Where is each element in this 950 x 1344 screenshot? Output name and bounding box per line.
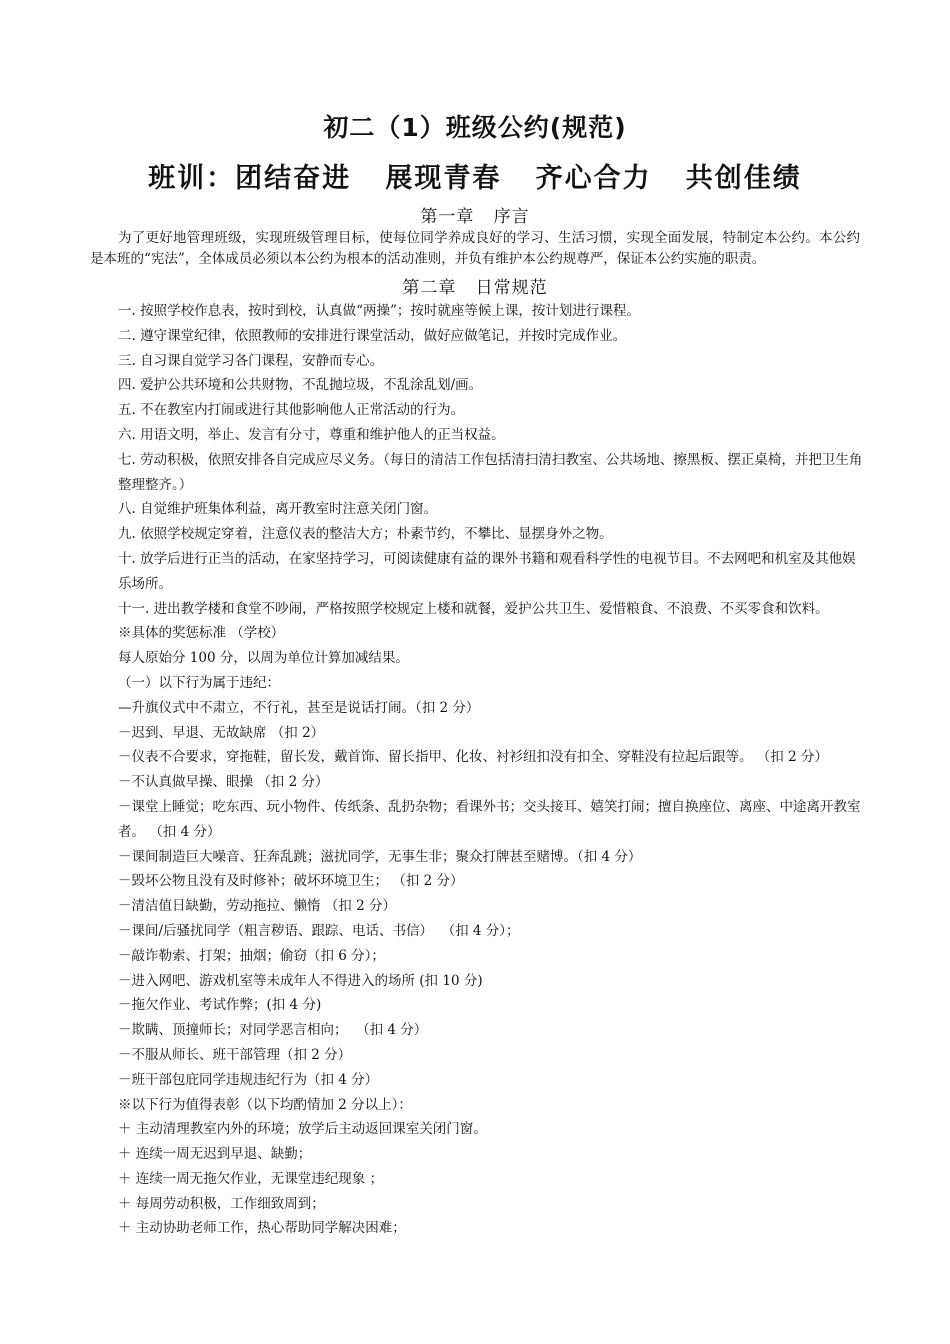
rule-line: －仪表不合要求，穿拖鞋，留长发，戴首饰、留长指甲、化妆、衬衫纽扣没有扣全、穿鞋没有拉起后跟等。 （扣 2 分） [118, 749, 828, 766]
rule-line: （一）以下行为属于违纪： [118, 674, 280, 691]
rule-line: ＋ 每周劳动积极，工作细致周到； [118, 1195, 325, 1212]
rule-line: 八. 自觉维护班集体利益，离开教室时注意关闭门窗。 [118, 501, 438, 518]
rule-line: 二. 遵守课堂纪律，依照教师的安排进行课堂活动，做好应做笔记，并按时完成作业。 [118, 327, 627, 344]
chapter-2-heading: 第二章 日常规范 [402, 278, 548, 298]
rule-line: －不认真做早操、眼操 （扣 2 分） [118, 774, 329, 791]
rule-line: －进入网吧、游戏机室等未成年人不得进入的场所 (扣 10 分) [118, 972, 483, 989]
document-title: 初二（1）班级公约(规范) [323, 113, 627, 142]
rule-line: 每人原始分 100 分，以周为单位计算加减结果。 [118, 650, 409, 667]
rule-line: ＋ 连续一周无拖欠作业，无课堂违纪现象 ； [118, 1170, 384, 1187]
rule-line: －毁坏公物且没有及时修补；破坏环境卫生； （扣 2 分） [118, 873, 464, 890]
rule-line: 九. 依照学校规定穿着，注意仪表的整洁大方；朴素节约，不攀比、显摆身外之物。 [118, 526, 613, 543]
rule-line: 六. 用语文明，举止、发言有分寸，尊重和维护他人的正当权益。 [118, 426, 505, 443]
rule-line: ＋ 主动清理教室内外的环境；放学后主动返回课室关闭门窗。 [118, 1121, 487, 1138]
rule-line: －拖欠作业、考试作弊；(扣 4 分) [118, 997, 322, 1014]
chapter-1-preface: 为了更好地管理班级，实现班级管理目标，使每位同学养成良好的学习、生活习惯，实现全面发展，特制定本公约。本公约是本班的“宪法”，全体成员必须以本公约为根本的活动准则，并负有维护本公约规尊严，保证本公约实施的职责。 [90, 230, 860, 267]
rule-line: —升旗仪式中不肃立，不行礼，甚至是说话打闹。（扣 2 分） [118, 699, 480, 716]
rule-line: －欺瞒、顶撞师长；对同学恶言相向； （扣 4 分） [118, 1022, 428, 1039]
rule-line: －清洁值日缺勤，劳动拖拉、懒惰 （扣 2 分） [118, 898, 396, 915]
rule-line: －课间制造巨大噪音、狂奔乱跳；滋扰同学，无事生非；聚众打牌甚至赌博。（扣 4 分） [118, 848, 642, 865]
rule-line: ※以下行为值得表彰（以下均酌情加 2 分以上）： [118, 1096, 412, 1113]
rule-line: 十. 放学后进行正当的活动，在家坚持学习，可阅读健康有益的课外书籍和观看科学性的电视节目。不去网吧和机室及其他娱乐场所。 [118, 550, 856, 592]
rule-line: ※具体的奖惩标准 （学校） [118, 625, 285, 642]
chapter-1-heading: 第一章 序言 [420, 207, 530, 227]
rule-line: －不服从师长、班干部管理（扣 2 分） [118, 1046, 352, 1063]
rule-line: ＋ 连续一周无迟到早退、缺勤； [118, 1146, 312, 1163]
rule-line: 七. 劳动积极，依照安排各自完成应尽义务。（每日的清洁工作包括清扫清扫教室、公共场地、擦黑板、摆正桌椅，并把卫生角整理整齐。） [118, 451, 863, 493]
rule-line: 三. 自习课自觉学习各门课程，安静而专心。 [118, 352, 384, 369]
rule-line: －课堂上睡觉；吃东西、玩小物件、传纸条、乱扔杂物；看课外书；交头接耳、嬉笑打闹；擅自换座位、离座、中途离开教室者。 （扣 4 分） [118, 798, 861, 840]
rules-list [118, 299, 863, 1241]
rule-line: －敲诈勒索、打架；抽烟；偷窃（扣 6 分）； [118, 947, 385, 964]
rule-line: ＋ 主动协助老师工作，热心帮助同学解决困难； [118, 1220, 406, 1237]
rule-line: 十一. 进出教学楼和食堂不吵闹，严格按照学校规定上楼和就餐，爱护公共卫生、爱惜粮食、不浪费、不买零食和饮料。 [118, 600, 829, 617]
rule-line: －迟到、早退、无故缺席 （扣 2） [118, 724, 325, 741]
rule-line: －班干部包庇同学违规违纪行为（扣 4 分） [118, 1071, 379, 1088]
rule-line: 一. 按照学校作息表，按时到校，认真做“两操”；按时就座等候上课，按计划进行课程。 [118, 303, 640, 319]
rule-line: －课间/后骚扰同学（粗言秽语、跟踪、电话、书信） （扣 4 分）； [118, 922, 520, 939]
rule-line: 五. 不在教室内打闹或进行其他影响他人正常活动的行为。 [118, 402, 465, 419]
class-motto: 班训：团结奋进 展现青春 齐心合力 共创佳绩 [148, 163, 802, 194]
rule-line: 四. 爱护公共环境和公共财物，不乱抛垃圾，不乱涂乱划/画。 [118, 377, 483, 394]
